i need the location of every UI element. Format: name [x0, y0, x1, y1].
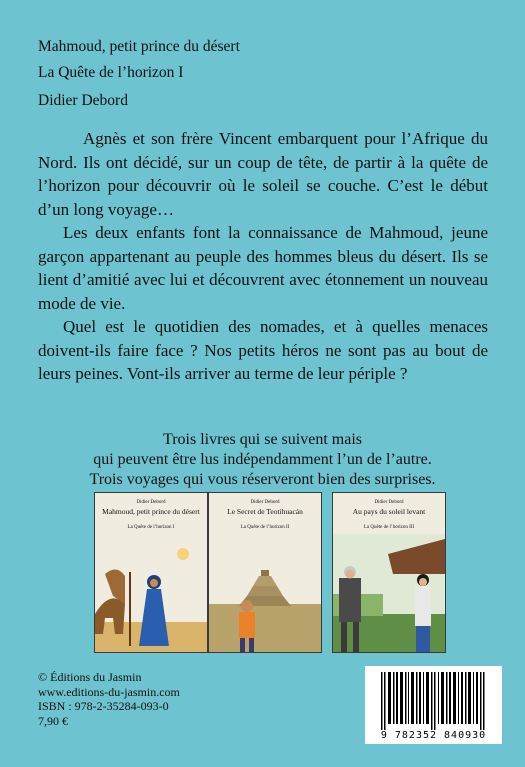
series-line: Trois livres qui se suivent mais [163, 431, 362, 448]
book-cover-author: Didier Debord [374, 500, 404, 505]
price: 7,90 € [38, 713, 68, 728]
book-cover-illustration [95, 534, 207, 652]
book-cover-author: Didier Debord [250, 500, 280, 505]
book-cover-author: Didier Debord [136, 500, 166, 505]
synopsis [38, 127, 488, 386]
series-line: Trois voyages qui vous réserveront bien des surprises. [89, 471, 436, 488]
series-line: qui peuvent être lus indépendamment l’un de l’autre. [93, 451, 432, 468]
synopsis-paragraph: Les deux enfants font la connaissance de Mahmoud, jeune garçon appartenant au peuple des hommes bleus du désert. Ils se lient d’amitié avec lui et découvrent avec étonnement un nouveau mode de vie. [38, 223, 488, 313]
series-subtitle: La Quête de l’horizon I [38, 64, 184, 81]
book-cover-1 [94, 492, 208, 653]
author-name: Didier Debord [38, 92, 128, 109]
synopsis-paragraph: Agnès et son frère Vincent embarquent pour l’Afrique du Nord. Ils ont décidé, sur un coup de tête, de partir à la quête de l’horizon pour découvrir où le soleil se couche. C’est le début d’un long voyage… [38, 129, 488, 219]
publisher-website: www.editions-du-jasmin.com [38, 684, 180, 699]
publisher-info [38, 670, 180, 728]
book-cover-subtitle: La Quête de l’horizon I [127, 525, 175, 530]
book-cover-illustration [333, 534, 445, 652]
barcode-number: 9 782352 840930 [380, 730, 487, 741]
book-cover-title: Au pays du soleil levant [352, 507, 426, 516]
book-cover-subtitle: La Quête de l’horizon III [363, 525, 415, 530]
synopsis-paragraph: Quel est le quotidien des nomades, et à quelles menaces doivent-ils faire face ? Nos petits héros ne sont pas au bout de leurs peines. Vont-ils arriver au terme de leur périple ? [38, 317, 488, 383]
book-cover-subtitle: La Quête de l’horizon II [240, 525, 290, 530]
book-cover-title: Mahmoud, petit prince du désert [102, 507, 200, 516]
book-cover-2 [208, 492, 322, 653]
book-cover-illustration [209, 534, 321, 652]
book-cover-3 [332, 492, 446, 653]
series-blurb [20, 430, 505, 490]
isbn: ISBN : 978-2-35284-093-0 [38, 699, 169, 713]
barcode [365, 666, 502, 744]
book-cover-title: Le Secret de Teotihuacán [227, 507, 303, 516]
barcode-bars [375, 672, 492, 730]
book-title: Mahmoud, petit prince du désert [38, 38, 240, 55]
publisher-copyright: © Éditions du Jasmin [38, 670, 142, 684]
